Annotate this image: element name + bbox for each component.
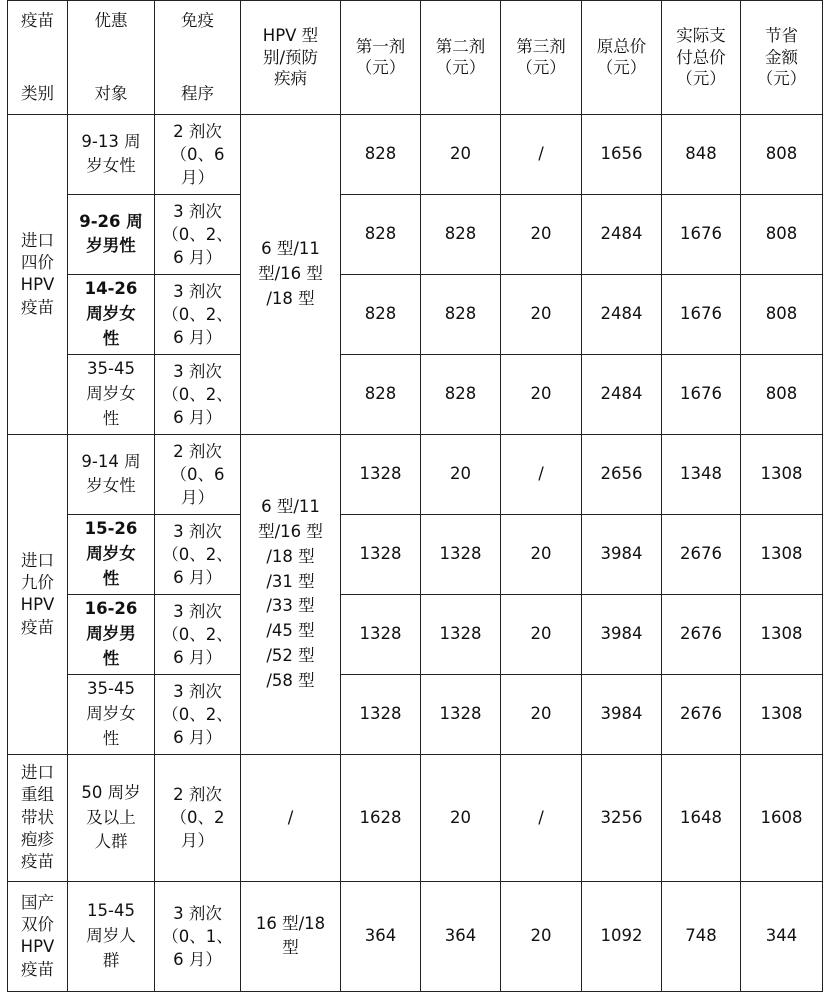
dose3-price-cell: /: [501, 754, 582, 881]
table-row: [8, 594, 823, 674]
savings-cell: 808: [741, 114, 823, 194]
table-row: [8, 754, 823, 881]
dose3-price-cell: 20: [501, 881, 582, 991]
savings-cell: 1308: [741, 674, 823, 754]
savings-cell: 1308: [741, 594, 823, 674]
actual-total-cell: 2676: [662, 594, 741, 674]
original-total-cell: 2484: [582, 274, 662, 354]
vaccine-price-table: [7, 0, 823, 992]
target-group-cell: 9-14 周 岁女性: [68, 434, 155, 514]
target-group-cell: 16-26 周岁男 性: [68, 594, 155, 674]
target-group-cell: 15-45 周岁人 群: [68, 881, 155, 991]
table-row: [8, 434, 823, 514]
vaccine-category-cell: 进口 九价 HPV 疫苗: [8, 434, 68, 754]
actual-total-cell: 2676: [662, 514, 741, 594]
target-group-cell: 14-26 周岁女 性: [68, 274, 155, 354]
dose2-price-cell: 20: [421, 754, 501, 881]
header-hpv-types: HPV 型 别/预防 疾病: [241, 1, 341, 115]
table-header-row: [8, 1, 823, 115]
dose2-price-cell: 20: [421, 434, 501, 514]
savings-cell: 1608: [741, 754, 823, 881]
dose1-price-cell: 1328: [341, 594, 421, 674]
vaccine-category-cell: 进口 重组 带状 疱疹 疫苗: [8, 754, 68, 881]
dose3-price-cell: 20: [501, 194, 582, 274]
dose3-price-cell: /: [501, 434, 582, 514]
header-immunization-schedule: 免疫 程序: [155, 1, 241, 115]
schedule-cell: 3 剂次 （0、2、 6 月）: [155, 194, 241, 274]
actual-total-cell: 1676: [662, 354, 741, 434]
actual-total-cell: 1348: [662, 434, 741, 514]
schedule-cell: 2 剂次 （0、2 月）: [155, 754, 241, 881]
dose2-price-cell: 828: [421, 274, 501, 354]
schedule-cell: 3 剂次 （0、2、 6 月）: [155, 354, 241, 434]
target-group-cell: 15-26 周岁女 性: [68, 514, 155, 594]
hpv-types-cell: 6 型/11 型/16 型 /18 型: [241, 114, 341, 434]
header-savings: 节省 金额 （元）: [741, 1, 823, 115]
dose3-price-cell: 20: [501, 514, 582, 594]
target-group-cell: 9-26 周 岁男性: [68, 194, 155, 274]
table-row: [8, 514, 823, 594]
dose1-price-cell: 1328: [341, 674, 421, 754]
table-row: [8, 881, 823, 991]
table-row: [8, 194, 823, 274]
dose2-price-cell: 828: [421, 194, 501, 274]
dose3-price-cell: 20: [501, 674, 582, 754]
original-total-cell: 3984: [582, 514, 662, 594]
target-group-cell: 9-13 周 岁女性: [68, 114, 155, 194]
dose1-price-cell: 828: [341, 274, 421, 354]
schedule-cell: 2 剂次 （0、6 月）: [155, 114, 241, 194]
schedule-cell: 3 剂次 （0、2、 6 月）: [155, 594, 241, 674]
savings-cell: 808: [741, 274, 823, 354]
actual-total-cell: 848: [662, 114, 741, 194]
actual-total-cell: 1648: [662, 754, 741, 881]
actual-total-cell: 1676: [662, 194, 741, 274]
dose3-price-cell: 20: [501, 354, 582, 434]
hpv-types-cell: 6 型/11 型/16 型 /18 型 /31 型 /33 型 /45 型 /52 型 /58 型: [241, 434, 341, 754]
dose1-price-cell: 1328: [341, 514, 421, 594]
dose2-price-cell: 20: [421, 114, 501, 194]
header-actual-total: 实际支 付总价 （元）: [662, 1, 741, 115]
vaccine-category-cell: 进口 四价 HPV 疫苗: [8, 114, 68, 434]
dose1-price-cell: 828: [341, 194, 421, 274]
dose2-price-cell: 364: [421, 881, 501, 991]
table-row: [8, 274, 823, 354]
original-total-cell: 3256: [582, 754, 662, 881]
header-vaccine-category: 疫苗 类别: [8, 1, 68, 115]
schedule-cell: 3 剂次 （0、2、 6 月）: [155, 274, 241, 354]
original-total-cell: 2656: [582, 434, 662, 514]
dose1-price-cell: 828: [341, 114, 421, 194]
schedule-cell: 3 剂次 （0、2、 6 月）: [155, 514, 241, 594]
target-group-cell: 35-45 周岁女 性: [68, 354, 155, 434]
schedule-cell: 3 剂次 （0、2、 6 月）: [155, 674, 241, 754]
savings-cell: 344: [741, 881, 823, 991]
dose1-price-cell: 828: [341, 354, 421, 434]
table-row: [8, 114, 823, 194]
header-dose3-price: 第三剂 （元）: [501, 1, 582, 115]
schedule-cell: 3 剂次 （0、1、 6 月）: [155, 881, 241, 991]
original-total-cell: 3984: [582, 674, 662, 754]
target-group-cell: 50 周岁 及以上 人群: [68, 754, 155, 881]
actual-total-cell: 2676: [662, 674, 741, 754]
original-total-cell: 2484: [582, 354, 662, 434]
dose3-price-cell: 20: [501, 594, 582, 674]
schedule-cell: 2 剂次 （0、6 月）: [155, 434, 241, 514]
header-dose1-price: 第一剂 （元）: [341, 1, 421, 115]
original-total-cell: 1656: [582, 114, 662, 194]
dose2-price-cell: 828: [421, 354, 501, 434]
dose1-price-cell: 364: [341, 881, 421, 991]
dose2-price-cell: 1328: [421, 514, 501, 594]
actual-total-cell: 1676: [662, 274, 741, 354]
header-original-total: 原总价 （元）: [582, 1, 662, 115]
target-group-cell: 35-45 周岁女 性: [68, 674, 155, 754]
vaccine-category-cell: 国产 双价 HPV 疫苗: [8, 881, 68, 991]
dose1-price-cell: 1628: [341, 754, 421, 881]
dose2-price-cell: 1328: [421, 594, 501, 674]
savings-cell: 808: [741, 194, 823, 274]
dose1-price-cell: 1328: [341, 434, 421, 514]
header-target-group: 优惠 对象: [68, 1, 155, 115]
original-total-cell: 3984: [582, 594, 662, 674]
savings-cell: 1308: [741, 514, 823, 594]
dose3-price-cell: 20: [501, 274, 582, 354]
savings-cell: 808: [741, 354, 823, 434]
header-dose2-price: 第二剂 （元）: [421, 1, 501, 115]
dose2-price-cell: 1328: [421, 674, 501, 754]
dose3-price-cell: /: [501, 114, 582, 194]
original-total-cell: 2484: [582, 194, 662, 274]
hpv-types-cell: 16 型/18 型: [241, 881, 341, 991]
actual-total-cell: 748: [662, 881, 741, 991]
table-row: [8, 354, 823, 434]
table-row: [8, 674, 823, 754]
savings-cell: 1308: [741, 434, 823, 514]
original-total-cell: 1092: [582, 881, 662, 991]
hpv-types-cell: /: [241, 754, 341, 881]
